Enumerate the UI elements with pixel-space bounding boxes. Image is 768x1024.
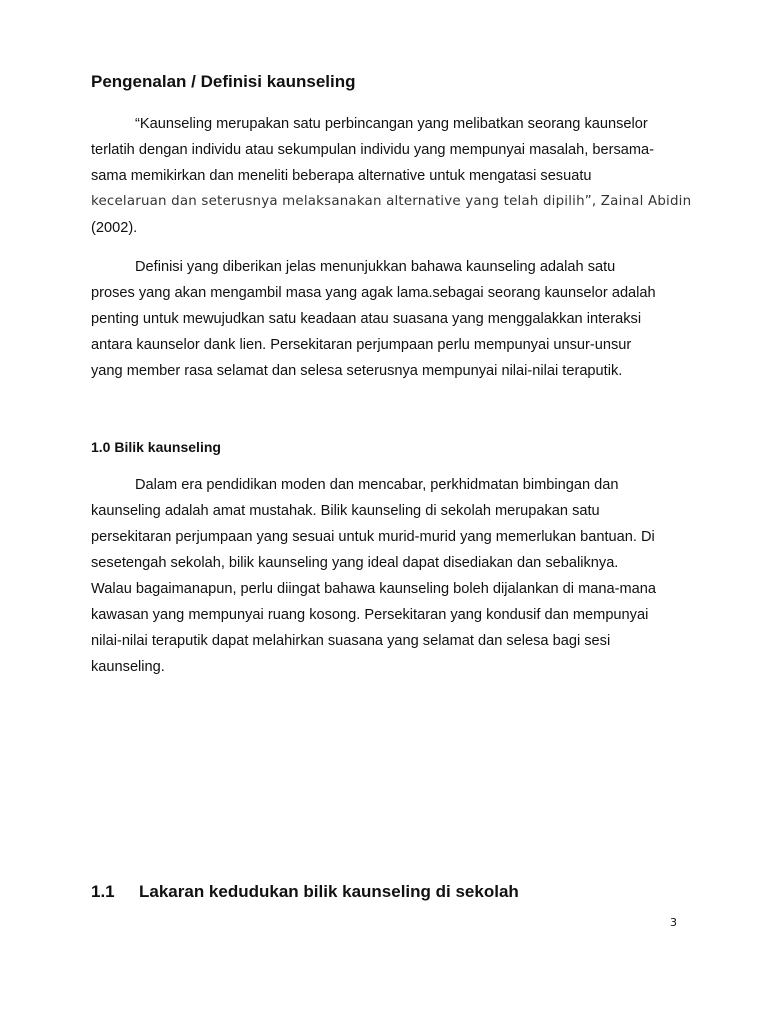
paragraph-line: (2002).	[91, 220, 138, 236]
section-title: Lakaran kedudukan bilik kaunseling di sekolah	[139, 882, 519, 901]
paragraph-line: Definisi yang diberikan jelas menunjukkan bahawa kaunseling adalah satu	[135, 259, 616, 275]
paragraph-line: persekitaran perjumpaan yang sesuai untuk murid-murid yang memerlukan bantuan. Di	[91, 529, 655, 545]
paragraph-line: yang member rasa selamat dan selesa seterusnya mempunyai nilai-nilai teraputik.	[91, 363, 623, 379]
paragraph-line: terlatih dengan individu atau sekumpulan individu yang mempunyai masalah, bersama-	[91, 142, 654, 158]
definition-paragraph	[91, 254, 691, 384]
section-heading-bilik: 1.0 Bilik kaunseling	[91, 439, 221, 455]
paragraph-line: Walau bagaimanapun, perlu diingat bahawa kaunseling boleh dijalankan di mana-mana	[91, 581, 656, 597]
paragraph-line: kecelaruan dan seterusnya melaksanakan alternative yang telah dipilih”, Zainal Abidin	[91, 194, 692, 209]
quote-paragraph	[91, 111, 691, 241]
paragraph-line: kaunseling adalah amat mustahak. Bilik kaunseling di sekolah merupakan satu	[91, 503, 600, 519]
bilik-paragraph	[91, 472, 691, 680]
paragraph-line: Dalam era pendidikan moden dan mencabar, perkhidmatan bimbingan dan	[135, 477, 619, 493]
section-number: 1.1	[91, 882, 115, 901]
section-heading-intro: Pengenalan / Definisi kaunseling	[91, 72, 356, 91]
paragraph-line: sesetengah sekolah, bilik kaunseling yang ideal dapat disediakan dan sebaliknya.	[91, 555, 619, 571]
paragraph-line: penting untuk mewujudkan satu keadaan atau suasana yang menggalakkan interaksi	[91, 311, 642, 327]
page-number: 3	[670, 916, 677, 929]
paragraph-line: “Kaunseling merupakan satu perbincangan yang melibatkan seorang kaunselor	[135, 116, 648, 132]
paragraph-line: sama memikirkan dan meneliti beberapa alternative untuk mengatasi sesuatu	[91, 168, 592, 184]
section-heading-lakaran	[91, 882, 519, 902]
paragraph-line: antara kaunselor dank lien. Persekitaran perjumpaan perlu mempunyai unsur-unsur	[91, 337, 632, 353]
paragraph-line: proses yang akan mengambil masa yang agak lama.sebagai seorang kaunselor adalah	[91, 285, 656, 301]
paragraph-line: kaunseling.	[91, 659, 165, 675]
paragraph-line: kawasan yang mempunyai ruang kosong. Persekitaran yang kondusif dan mempunyai	[91, 607, 649, 623]
paragraph-line: nilai-nilai teraputik dapat melahirkan suasana yang selamat dan selesa bagi sesi	[91, 633, 611, 649]
